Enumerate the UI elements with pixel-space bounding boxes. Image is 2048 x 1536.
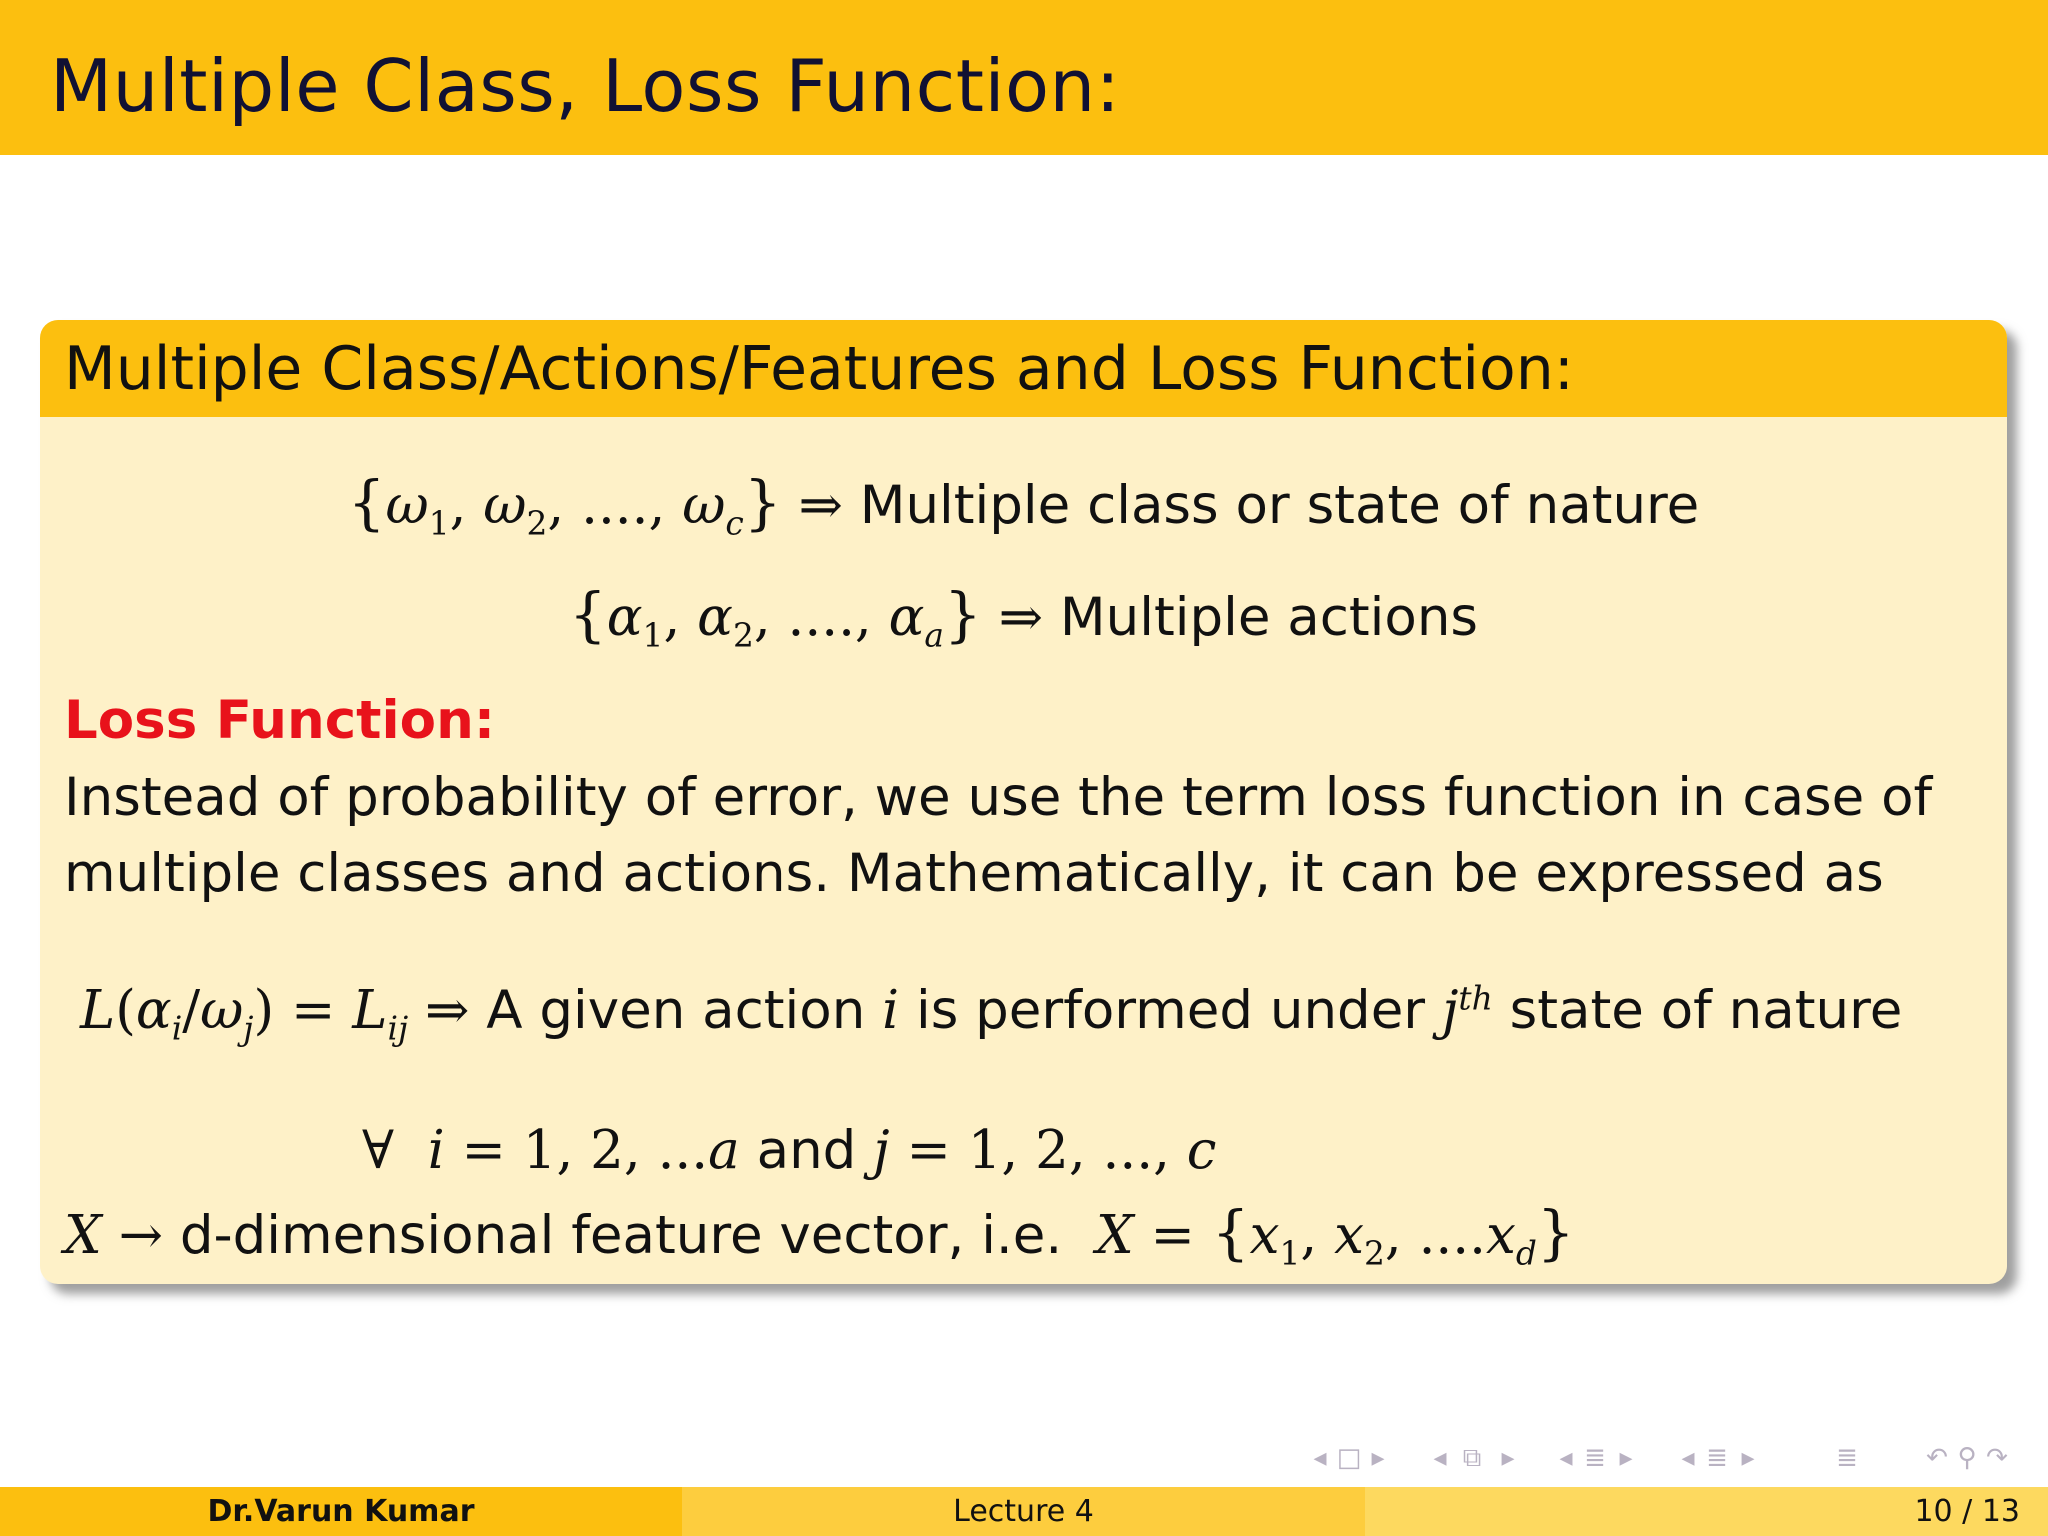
arrow-left-icon[interactable]: ◂ bbox=[1433, 1443, 1447, 1473]
content-block bbox=[40, 320, 2007, 1284]
class-set-desc: Multiple class or state of nature bbox=[859, 475, 1700, 536]
feature-vector-line: X → d-dimensional feature vector, i.e. $X = \{x_1$, $x_2$, $....x_d$} bbox=[64, 1198, 1575, 1273]
loss-eq-text-c: state of nature bbox=[1509, 980, 1903, 1041]
undo-icon[interactable]: ↶ bbox=[1926, 1443, 1948, 1473]
outline-icon[interactable]: ≣ bbox=[1706, 1443, 1728, 1473]
class-set-formula: {$\omega_1$, $\omega_2$, ...., $\omega_c$} ⇒ bbox=[347, 468, 860, 543]
loss-eq-text-b: is performed under bbox=[915, 980, 1426, 1041]
frame-icon[interactable]: □ bbox=[1336, 1443, 1362, 1473]
feature-vector-desc: d-dimensional feature vector, i.e. bbox=[179, 1205, 1063, 1266]
subsection-icon[interactable]: ⧉ bbox=[1462, 1443, 1482, 1473]
arrow-right-icon[interactable]: ▸ bbox=[1619, 1443, 1633, 1473]
redo-icon[interactable]: ↷ bbox=[1986, 1443, 2008, 1473]
block-title: Multiple Class/Actions/Features and Loss Function: bbox=[64, 334, 1574, 404]
arrow-left-icon[interactable]: ◂ bbox=[1559, 1443, 1573, 1473]
loss-function-heading: Loss Function: bbox=[64, 690, 496, 751]
loss-equation: $L(\alpha_i/\omega_j) = L_{ij}$ ⇒ bbox=[80, 980, 487, 1048]
forall-formula: ∀ i = 1, 2, ...a bbox=[362, 1120, 740, 1181]
arrow-left-icon[interactable]: ◂ bbox=[1681, 1443, 1695, 1473]
arrow-right-icon[interactable]: ▸ bbox=[1501, 1443, 1515, 1473]
loss-eq-text-a: A given action bbox=[486, 980, 866, 1041]
slide-footer bbox=[0, 1487, 2048, 1536]
slide-title-bar bbox=[0, 0, 2048, 155]
loss-function-paragraph: Instead of probability of error, we use the term loss function in case of multiple classes and actions. Mathematically, it can be expressed as bbox=[64, 767, 1933, 904]
block-header bbox=[40, 320, 2007, 417]
forall-and: and bbox=[756, 1120, 857, 1181]
footer-author: Dr.Varun Kumar bbox=[0, 1487, 682, 1536]
action-set-formula: {$\alpha_1$, $\alpha_2$, ...., $\alpha_a$} ⇒ bbox=[568, 580, 1060, 655]
arrow-left-icon[interactable]: ◂ bbox=[1313, 1443, 1327, 1473]
search-icon[interactable]: ⚲ bbox=[1957, 1443, 1977, 1473]
section-icon[interactable]: ≣ bbox=[1584, 1443, 1606, 1473]
footer-lecture: Lecture 4 bbox=[682, 1487, 1365, 1536]
forall-line: ∀ i = 1, 2, ...a and j = 1, 2, ..., c bbox=[362, 1120, 1217, 1181]
footer-page-number: 10 / 13 bbox=[1914, 1494, 2020, 1529]
action-set-line bbox=[40, 580, 2007, 655]
beamer-navigation-bar bbox=[1310, 1440, 2030, 1476]
slide-title: Multiple Class, Loss Function: bbox=[50, 44, 1121, 128]
toc-icon[interactable]: ≣ bbox=[1836, 1443, 1858, 1473]
class-set-line bbox=[40, 468, 2007, 543]
loss-equation-line: $L(\alpha_i/\omega_j) = L_{ij}$ ⇒ A given action i is performed under $j^{th}$ state of nature bbox=[80, 978, 1903, 1048]
action-set-desc: Multiple actions bbox=[1059, 587, 1479, 648]
arrow-right-icon[interactable]: ▸ bbox=[1371, 1443, 1385, 1473]
arrow-right-icon[interactable]: ▸ bbox=[1741, 1443, 1755, 1473]
footer-page-box bbox=[1365, 1487, 2048, 1536]
